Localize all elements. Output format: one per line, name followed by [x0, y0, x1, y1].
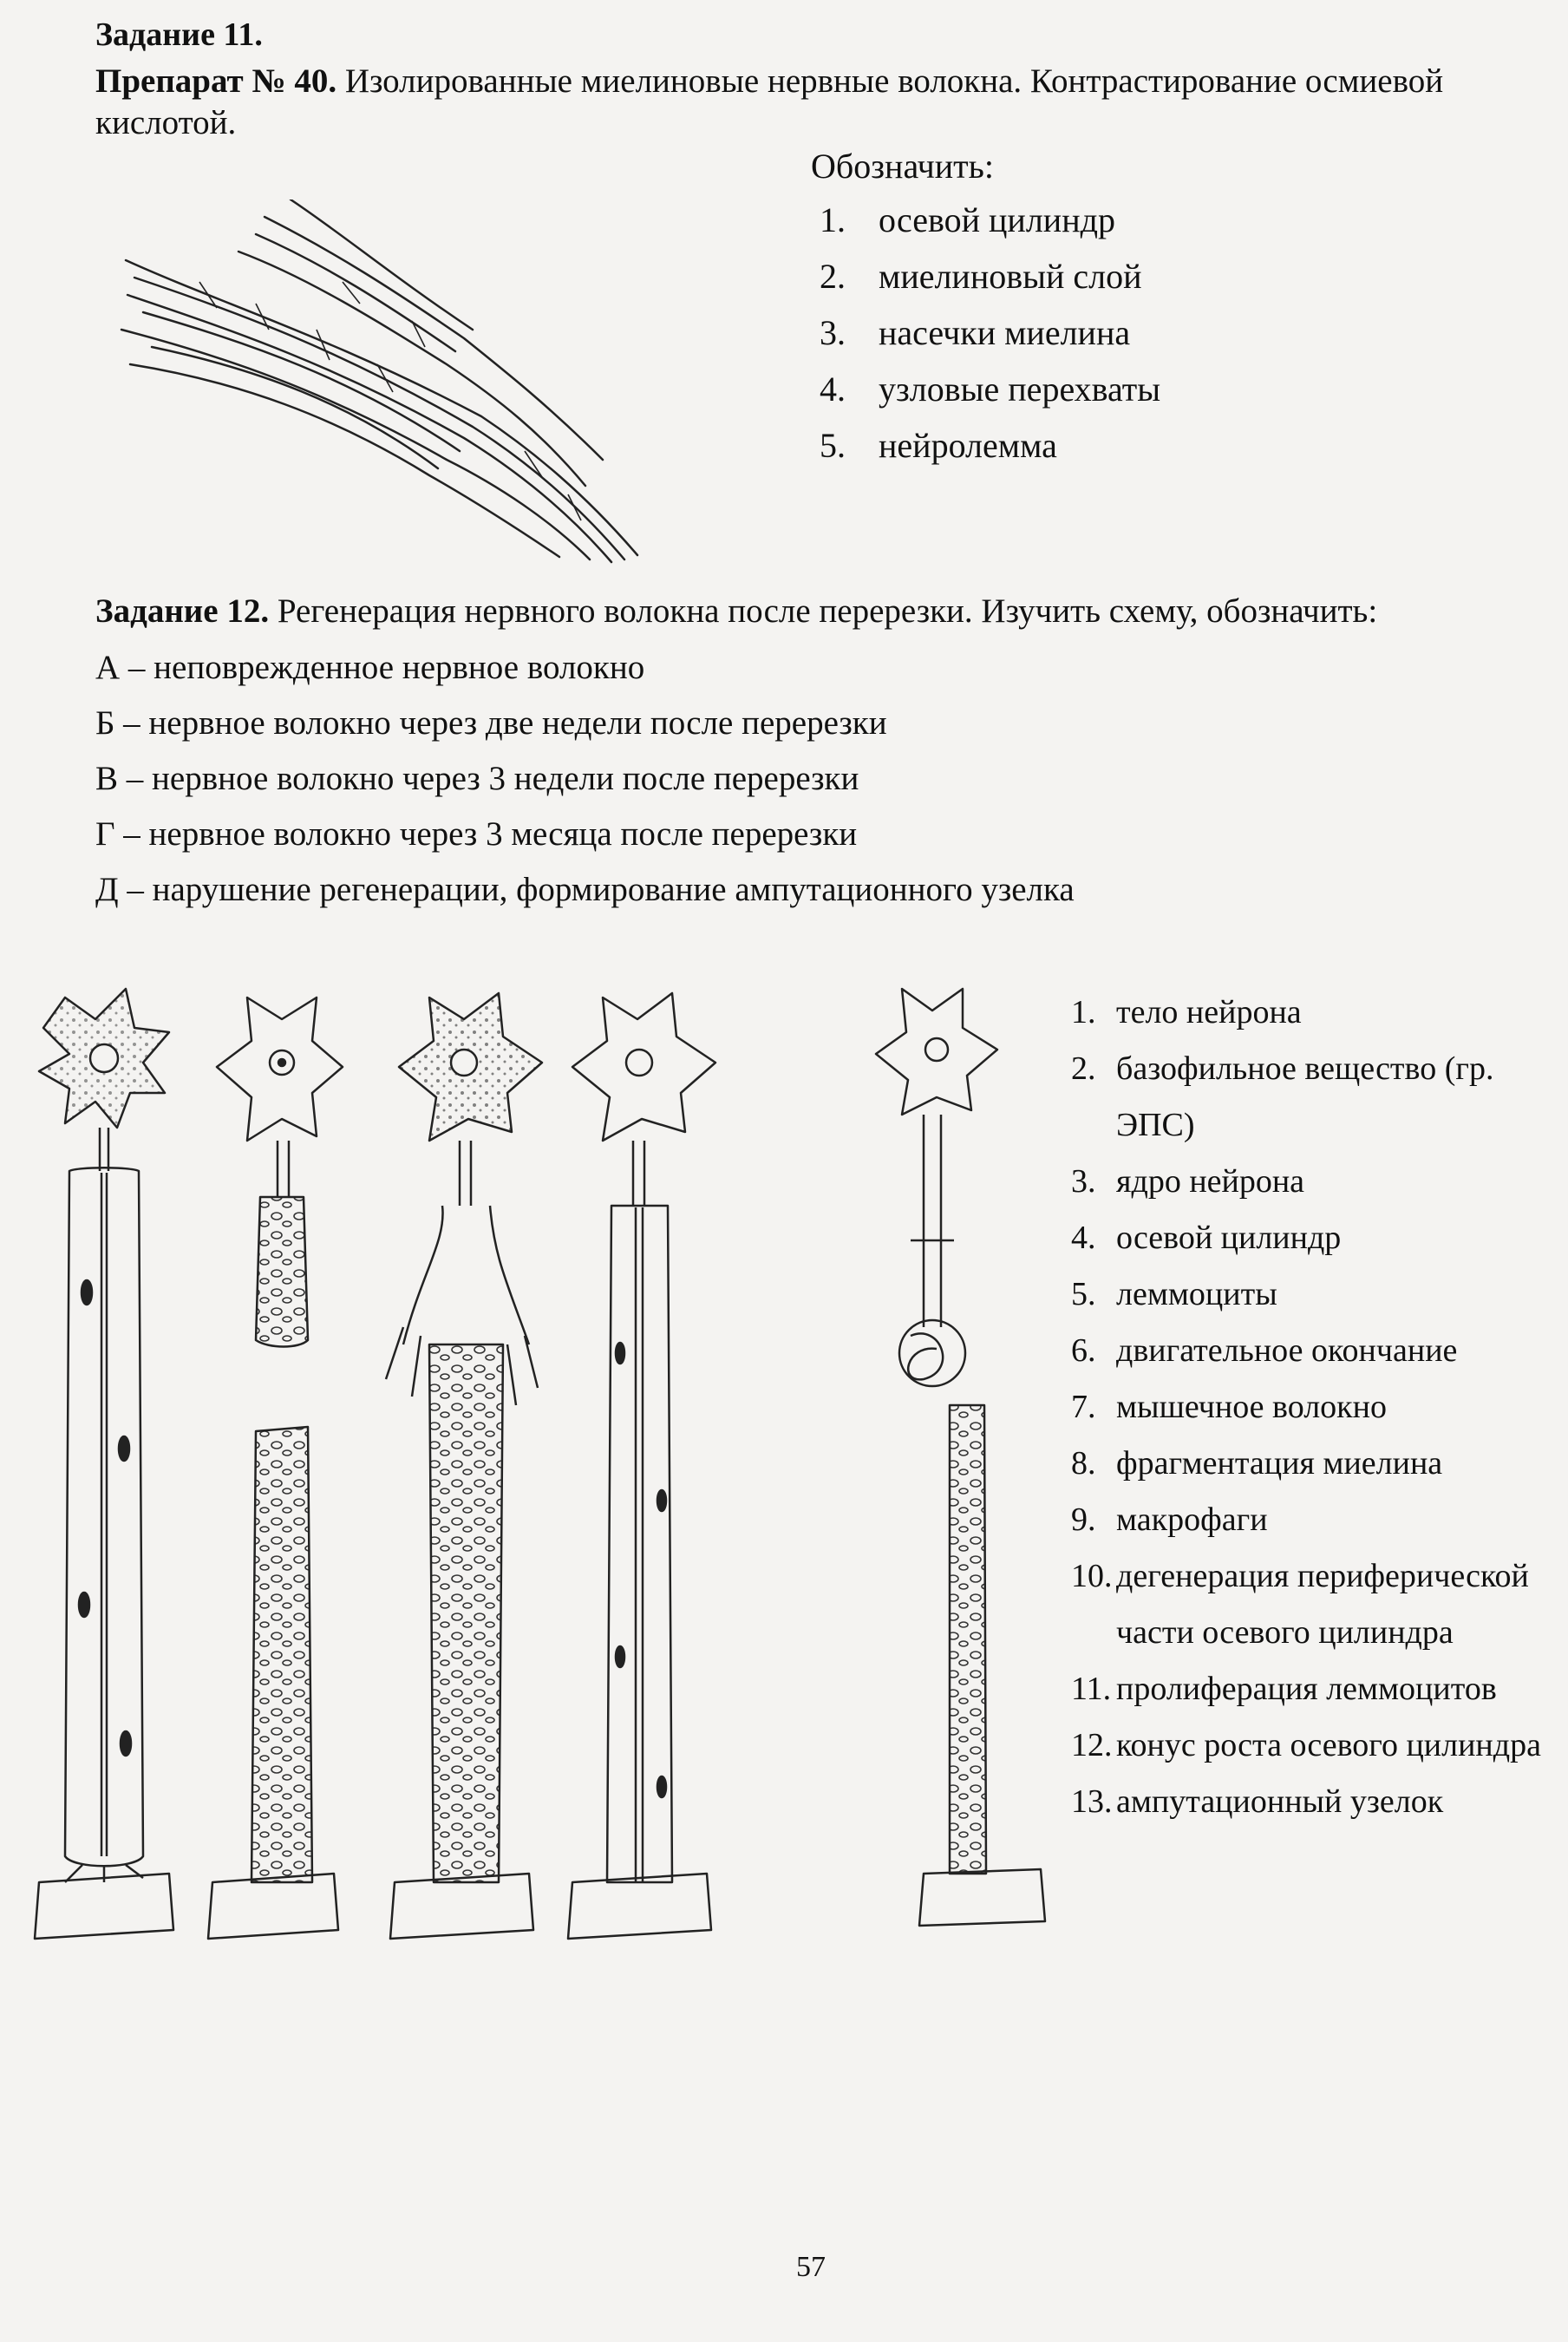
task12-title — [95, 592, 1377, 631]
list-item: 11. пролиферация леммоцитов — [1071, 1671, 1497, 1707]
list-item: Д – нарушение регенерации, формирование ампутационного узелка — [95, 871, 1075, 908]
list-item: 4. осевой цилиндр — [1071, 1220, 1342, 1256]
fiber-g — [568, 993, 715, 1939]
list-item: Г – нервное волокно через 3 месяца после перерезки — [95, 815, 858, 853]
list-item: 2. базофильное вещество (гр. ЭПС) — [1071, 1050, 1494, 1143]
list-item: 1. тело нейрона — [1071, 994, 1302, 1030]
myelinated-fibers-figure — [117, 200, 655, 564]
list-item: 3. насечки миелина — [820, 313, 1131, 352]
page-number: 57 — [796, 2251, 826, 2283]
list-item: А – неповрежденное нервное волокно — [95, 649, 645, 686]
list-item: 1. осевой цилиндр — [820, 200, 1115, 239]
task11-mark-heading: Обозначить: — [811, 147, 994, 186]
task12-intro: Регенерация нервного волокна после перерезки. Изучить схему, обозначить: — [277, 592, 1378, 630]
task11-preparation — [95, 61, 1448, 144]
list-item: Б – нервное волокно через две недели после перерезки — [95, 704, 887, 742]
regeneration-scheme-figure — [22, 980, 1054, 2004]
task12-title-label: Задание 12. — [95, 592, 270, 630]
list-item: 8. фрагментация миелина — [1071, 1445, 1443, 1482]
task12-stage-list — [95, 646, 1075, 924]
task11-prep-text: Изолированные миелиновые нервные волокна. Контрастирование осмиевой кислотой. — [95, 62, 1444, 141]
task11-prep-label: Препарат № 40. — [95, 62, 337, 100]
fiber-d — [876, 989, 1045, 1926]
list-item: 9. макрофаги — [1071, 1501, 1268, 1538]
fiber-a — [35, 989, 173, 1939]
fiber-v — [386, 993, 542, 1939]
list-item: 5. леммоциты — [1071, 1276, 1277, 1312]
task11-title: Задание 11. — [95, 16, 263, 53]
list-item: 13. ампутационный узелок — [1071, 1783, 1444, 1820]
list-item: 12. конус роста осевого цилиндра — [1071, 1727, 1541, 1763]
task12-legend-list — [1071, 985, 1567, 1830]
list-item: В – нервное волокно через 3 недели после перерезки — [95, 760, 859, 797]
list-item: 5. нейролемма — [820, 426, 1057, 465]
fiber-b — [208, 998, 343, 1939]
list-item: 10. дегенерация периферической части осевого цилиндра — [1071, 1558, 1529, 1651]
list-item: 4. узловые перехваты — [820, 370, 1161, 409]
list-item: 3. ядро нейрона — [1071, 1163, 1305, 1200]
list-item: 6. двигательное окончание — [1071, 1332, 1458, 1369]
task11-mark-list — [820, 198, 1160, 480]
list-item: 2. миелиновый слой — [820, 257, 1142, 296]
list-item: 7. мышечное волокно — [1071, 1389, 1387, 1425]
